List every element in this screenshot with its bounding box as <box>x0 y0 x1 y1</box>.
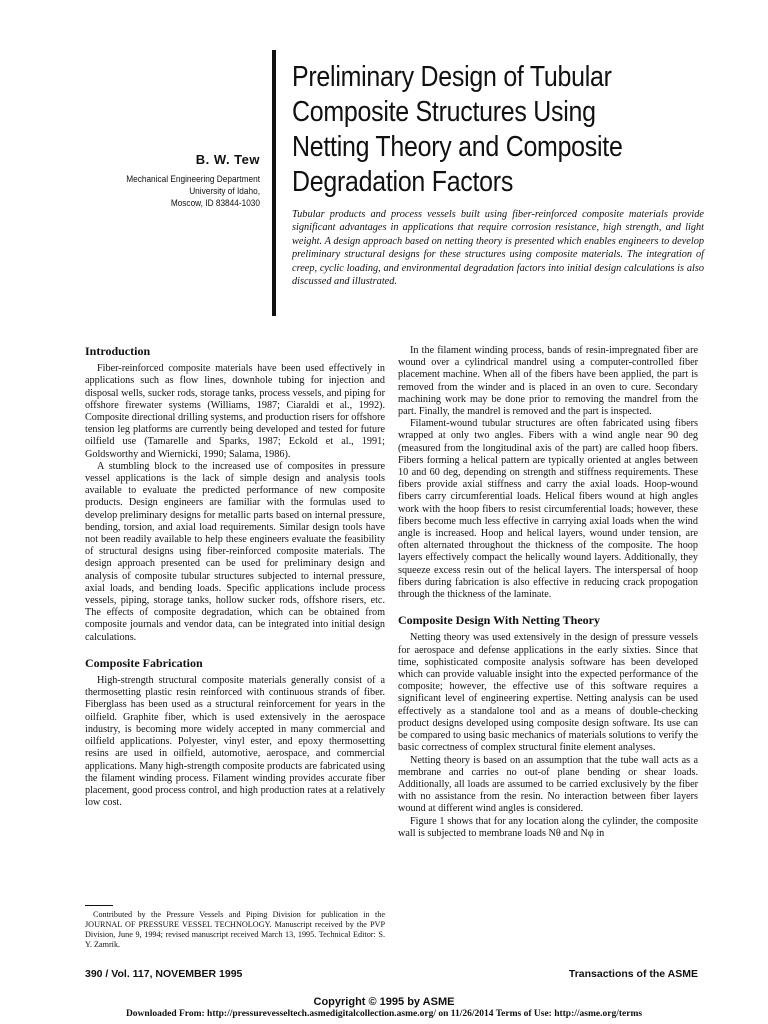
title-rule <box>272 50 276 316</box>
winding-paragraph-2: Filament-wound tubular structures are often fabricated using fibers wrapped at only two angles. Fibers with a wind angle near 90 deg (measured from the longitudinal axis of the part) are called hoop fibers. Fibers forming a helical pattern are typically oriented at angles between 10 and 60 deg, depending on strength and stiffness requirements. These fibers provide axial stiffness and carry the axial loads. Hoop-wound fibers carry circumferential loads. Helical fibers wound at high angles work with the hoop fibers to resist circumferential loads; however, these fibers become much less effective in carrying axial loads when the wind angle is increased. Hoop and helical layers, wound under tension, are often alternated throughout the thickness of the composite. The hoop layers effectively compact the helically wound layers. Additionally, they squeeze excess resin out of the helical layers. The interspersal of hoop fibers during fabrication is also effective in reducing crack propogation through the thickness of the laminate. <box>398 418 698 601</box>
affiliation-line-3: Moscow, ID 83844-1030 <box>170 198 260 208</box>
section-heading-netting: Composite Design With Netting Theory <box>398 613 601 628</box>
journal-name: Transactions of the ASME <box>568 968 698 980</box>
section-heading-fabrication: Composite Fabrication <box>85 655 203 670</box>
download-line: Downloaded From: http://pressurevesseltech.asmedigitalcollection.asme.org/ on 11/26/2014 Terms of Use: http://asme.org/terms <box>125 1009 643 1019</box>
fabrication-paragraph-1: High-strength structural composite materials generally consist of a thermosetting plastic resin reinforced with continuous strands of fiber. Fiberglass has been used as a structural reinforcement for years in the oilfield. Graphite fiber, which is used extensively in the aerospace industry, is becoming more widely accepted in many commercial and oilfield applications. Polyester, vinyl ester, and epoxy thermosetting resins are used in oilfield, automotive, aerospace, and commercial applications. Many high-strength composite products are fabricated using the filament winding process. Filament winding provides accurate fiber placement, good process control, and high production rates at a relatively low cost. <box>85 675 385 809</box>
section-heading-introduction: Introduction <box>85 344 151 358</box>
footnote: Contributed by the Pressure Vessels and Piping Division for publication in the JOURNAL OF PRESSURE VESSEL TECHNOLOGY. Manuscript received by the PVP Division, June 9, 1994; revised manuscript received March 13, 1995. Technical Editor: S. Y. Zamrik. <box>85 910 385 949</box>
author-name: B. W. Tew <box>195 152 260 167</box>
abstract: Tubular products and process vessels built using fiber-reinforced composite materials provide significant advantages in applications that require corrosion resistance, high strength, and light weight. A design approach based on netting theory is presented which enables engineers to develop preliminary structural designs for these structures using composite materials. The integration of creep, cyclic loading, and environmental degradation factors into initial design calculations is also discussed and illustrated. <box>292 209 704 288</box>
paper-title: Preliminary Design of Tubular Composite Structures Using Netting Theory and Composite Degradation Factors <box>292 61 623 198</box>
intro-paragraph-1: Fiber-reinforced composite materials have been used effectively in applications such as flow lines, downhole tubing for injection and disposal wells, sucker rods, storage tanks, process vessels, and piping for offshore firewater systems (Williams, 1987; Ciaraldi et al., 1992). Composite directional drilling systems, and production risers for offshore tension leg platforms are currently being developed and tested for future oilfield use (Tamarelle and Sparks, 1987; Eckold et al., 1991; Goldsworthy and Wiernicki, 1990; Salama, 1986). <box>85 363 385 460</box>
intro-paragraph-2: A stumbling block to the increased use of composites in pressure vessel applications is the lack of simple design and analysis tools available to evaluate the predicted performance of new composite products. Design engineers are familiar with the formulas used to develop preliminary designs for metallic parts based on internal pressure, bending, torsion, and axial load requirements. Similar design tools have not been readily available to help these engineers evaluate the feasibility of structural designs using fiber-reinforced composite materials. The design approach presented can be used for preliminary design and analysis of composite tubular structures subjected to internal pressure, axial loads, and bending loads. Specific applications include process vessels, piping, storage tanks, hollow sucker rods, offshore risers, etc. The effects of composite degradation, which can be obtained from composite journals and vendor data, can be integrated into initial design calculations. <box>85 460 385 643</box>
copyright-line: Copyright © 1995 by ASME <box>313 996 455 1008</box>
right-column <box>398 345 698 840</box>
winding-paragraph-1: In the filament winding process, bands of resin-impregnated fiber are wound over a cylindrical mandrel using a computer-controlled fiber placement machine. When all of the fibers have been applied, the part is removed from the winder and is placed in an oven to cure. Secondary machining work may be done prior to removing the mandrel from the part. Finally, the mandrel is removed and the part is inspected. <box>398 345 698 418</box>
footnote-rule <box>85 905 113 906</box>
affiliation-line-1: Mechanical Engineering Department <box>126 174 260 184</box>
page-info: 390 / Vol. 117, NOVEMBER 1995 <box>85 968 243 980</box>
netting-paragraph-1: Netting theory was used extensively in the design of pressure vessels for aerospace and defense applications in the early sixties. Since that time, sophisticated composite analysis software has been developed which can provide valuable insight into the expected performance of the composite; however, the effective use of this software requires a significant level of engineering expertise. Netting analysis can be used effectively as a standalone tool and as a means of double-checking product designs developed using composite design software. Its use can be compared to using basic mechanics of materials solutions to verify the basic correctness of complex structural finite element analyses. <box>398 632 698 754</box>
netting-paragraph-2: Netting theory is based on an assumption that the tube wall acts as a membrane and carries no out-of plane bending or shear loads. Additionally, all loads are assumed to be carried exclusively by the fiber with no assistance from the resin. No interaction between fiber layers wound at different wind angles is considered. <box>398 754 698 815</box>
author-block <box>110 152 260 209</box>
netting-paragraph-3: Figure 1 shows that for any location along the cylinder, the composite wall is subjected to membrane loads Nθ and Nφ in <box>398 815 698 839</box>
affiliation-line-2: University of Idaho, <box>189 186 260 196</box>
left-column <box>85 345 385 809</box>
